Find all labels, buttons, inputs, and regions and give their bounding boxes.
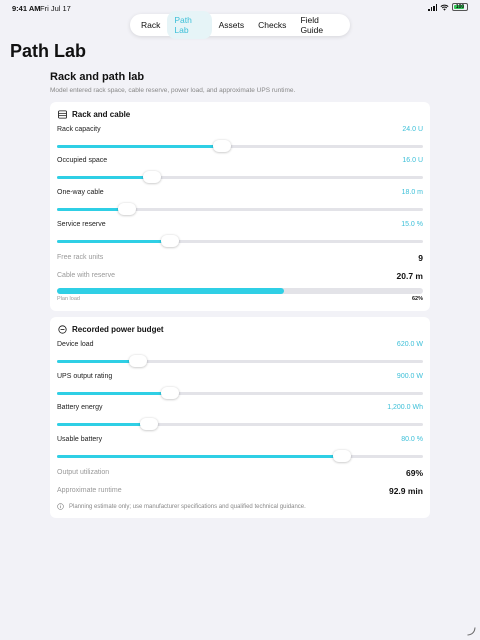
planning-note — [57, 503, 306, 510]
tab-bar — [130, 14, 350, 36]
slider-value: 24.0 U — [402, 126, 423, 133]
minus-circle-icon — [58, 325, 67, 334]
status-date: Fri Jul 17 — [40, 4, 71, 13]
resize-handle-icon[interactable] — [466, 626, 476, 636]
stat-value: 20.7 m — [396, 271, 423, 281]
slider-thumb[interactable] — [118, 203, 136, 215]
signal-icon — [428, 4, 437, 11]
slider-value: 620.0 W — [396, 341, 423, 348]
slider-fill — [57, 145, 222, 148]
stat-free-rack-units — [57, 254, 423, 266]
slider-thumb[interactable] — [213, 140, 231, 152]
power-budget-title: Recorded power budget — [72, 325, 164, 334]
power-budget-card — [50, 317, 430, 518]
stat-value: 92.9 min — [388, 486, 423, 496]
slider-value: 900.0 W — [396, 373, 423, 380]
slider-track[interactable] — [57, 455, 423, 458]
slider-rack-capacity — [57, 126, 423, 152]
slider-track[interactable] — [57, 176, 423, 179]
slider-one-way-cable — [57, 189, 423, 215]
tab-rack[interactable]: Rack — [141, 20, 161, 30]
slider-label: Usable battery — [57, 436, 103, 443]
info-icon — [57, 503, 64, 510]
page-title: Path Lab — [10, 41, 87, 61]
slider-fill — [57, 176, 152, 179]
slider-label: One-way cable — [57, 189, 104, 196]
slider-occupied-space — [57, 157, 423, 183]
status-time: 9:41 AM — [12, 4, 41, 13]
slider-fill — [57, 360, 138, 363]
slider-track[interactable] — [57, 240, 423, 243]
slider-battery-energy — [57, 404, 423, 430]
slider-thumb[interactable] — [129, 355, 147, 367]
slider-label: Battery energy — [57, 404, 103, 411]
stat-label: Cable with reserve — [57, 272, 115, 279]
tab-path-lab[interactable]: Path Lab — [167, 11, 211, 39]
slider-track[interactable] — [57, 208, 423, 211]
slider-service-reserve — [57, 221, 423, 247]
slider-value: 15.0 % — [401, 221, 423, 228]
rack-cable-header — [58, 110, 130, 119]
battery-level: 100 — [455, 4, 465, 10]
tab-assets[interactable]: Assets — [218, 20, 245, 30]
slider-fill — [57, 455, 342, 458]
slider-value: 1,200.0 Wh — [387, 404, 423, 411]
slider-thumb[interactable] — [143, 171, 161, 183]
slider-value: 18.0 m — [401, 189, 423, 196]
plan-load-value: 62% — [411, 296, 423, 302]
slider-track[interactable] — [57, 145, 423, 148]
slider-thumb[interactable] — [161, 387, 179, 399]
stat-label: Approximate runtime — [57, 487, 122, 494]
slider-usable-battery — [57, 436, 423, 462]
tab-field-guide[interactable]: Field Guide — [300, 15, 324, 35]
slider-value: 80.0 % — [401, 436, 423, 443]
slider-thumb[interactable] — [161, 235, 179, 247]
rack-cable-card — [50, 102, 430, 311]
stat-label: Output utilization — [57, 469, 110, 476]
stat-output-utilization — [57, 469, 423, 481]
stat-label: Free rack units — [57, 254, 104, 261]
slider-label: Rack capacity — [57, 126, 101, 133]
section-subtitle: Model entered rack space, cable reserve, power load, and approximate UPS runtime. — [50, 87, 296, 94]
slider-fill — [57, 423, 149, 426]
slider-label: Service reserve — [57, 221, 106, 228]
slider-thumb[interactable] — [333, 450, 351, 462]
stat-cable-with-reserve — [57, 272, 423, 284]
slider-track[interactable] — [57, 423, 423, 426]
tab-checks[interactable]: Checks — [258, 20, 287, 30]
slider-device-load — [57, 341, 423, 367]
slider-label: UPS output rating — [57, 373, 113, 380]
server-rack-icon — [58, 110, 67, 119]
rack-cable-title: Rack and cable — [72, 110, 131, 119]
slider-fill — [57, 240, 170, 243]
power-budget-header — [58, 325, 164, 334]
slider-label: Device load — [57, 341, 94, 348]
slider-ups-output-rating — [57, 373, 423, 399]
status-icons — [428, 3, 468, 11]
wifi-icon — [440, 4, 449, 11]
slider-thumb[interactable] — [140, 418, 158, 430]
plan-load-bar — [57, 288, 423, 294]
stat-value: 69% — [405, 468, 423, 478]
planning-note-text: Planning estimate only; use manufacturer specifications and qualified technical guidance. — [69, 503, 306, 510]
stat-value: 9 — [418, 253, 423, 263]
slider-track[interactable] — [57, 392, 423, 395]
section-title: Rack and path lab — [50, 71, 145, 83]
slider-track[interactable] — [57, 360, 423, 363]
slider-value: 16.0 U — [402, 157, 423, 164]
plan-load-fill — [57, 288, 284, 294]
slider-label: Occupied space — [57, 157, 108, 164]
slider-fill — [57, 208, 127, 211]
stat-approximate-runtime — [57, 487, 423, 499]
plan-load-label: Plan load — [57, 296, 80, 302]
battery-icon — [452, 3, 468, 11]
slider-fill — [57, 392, 170, 395]
